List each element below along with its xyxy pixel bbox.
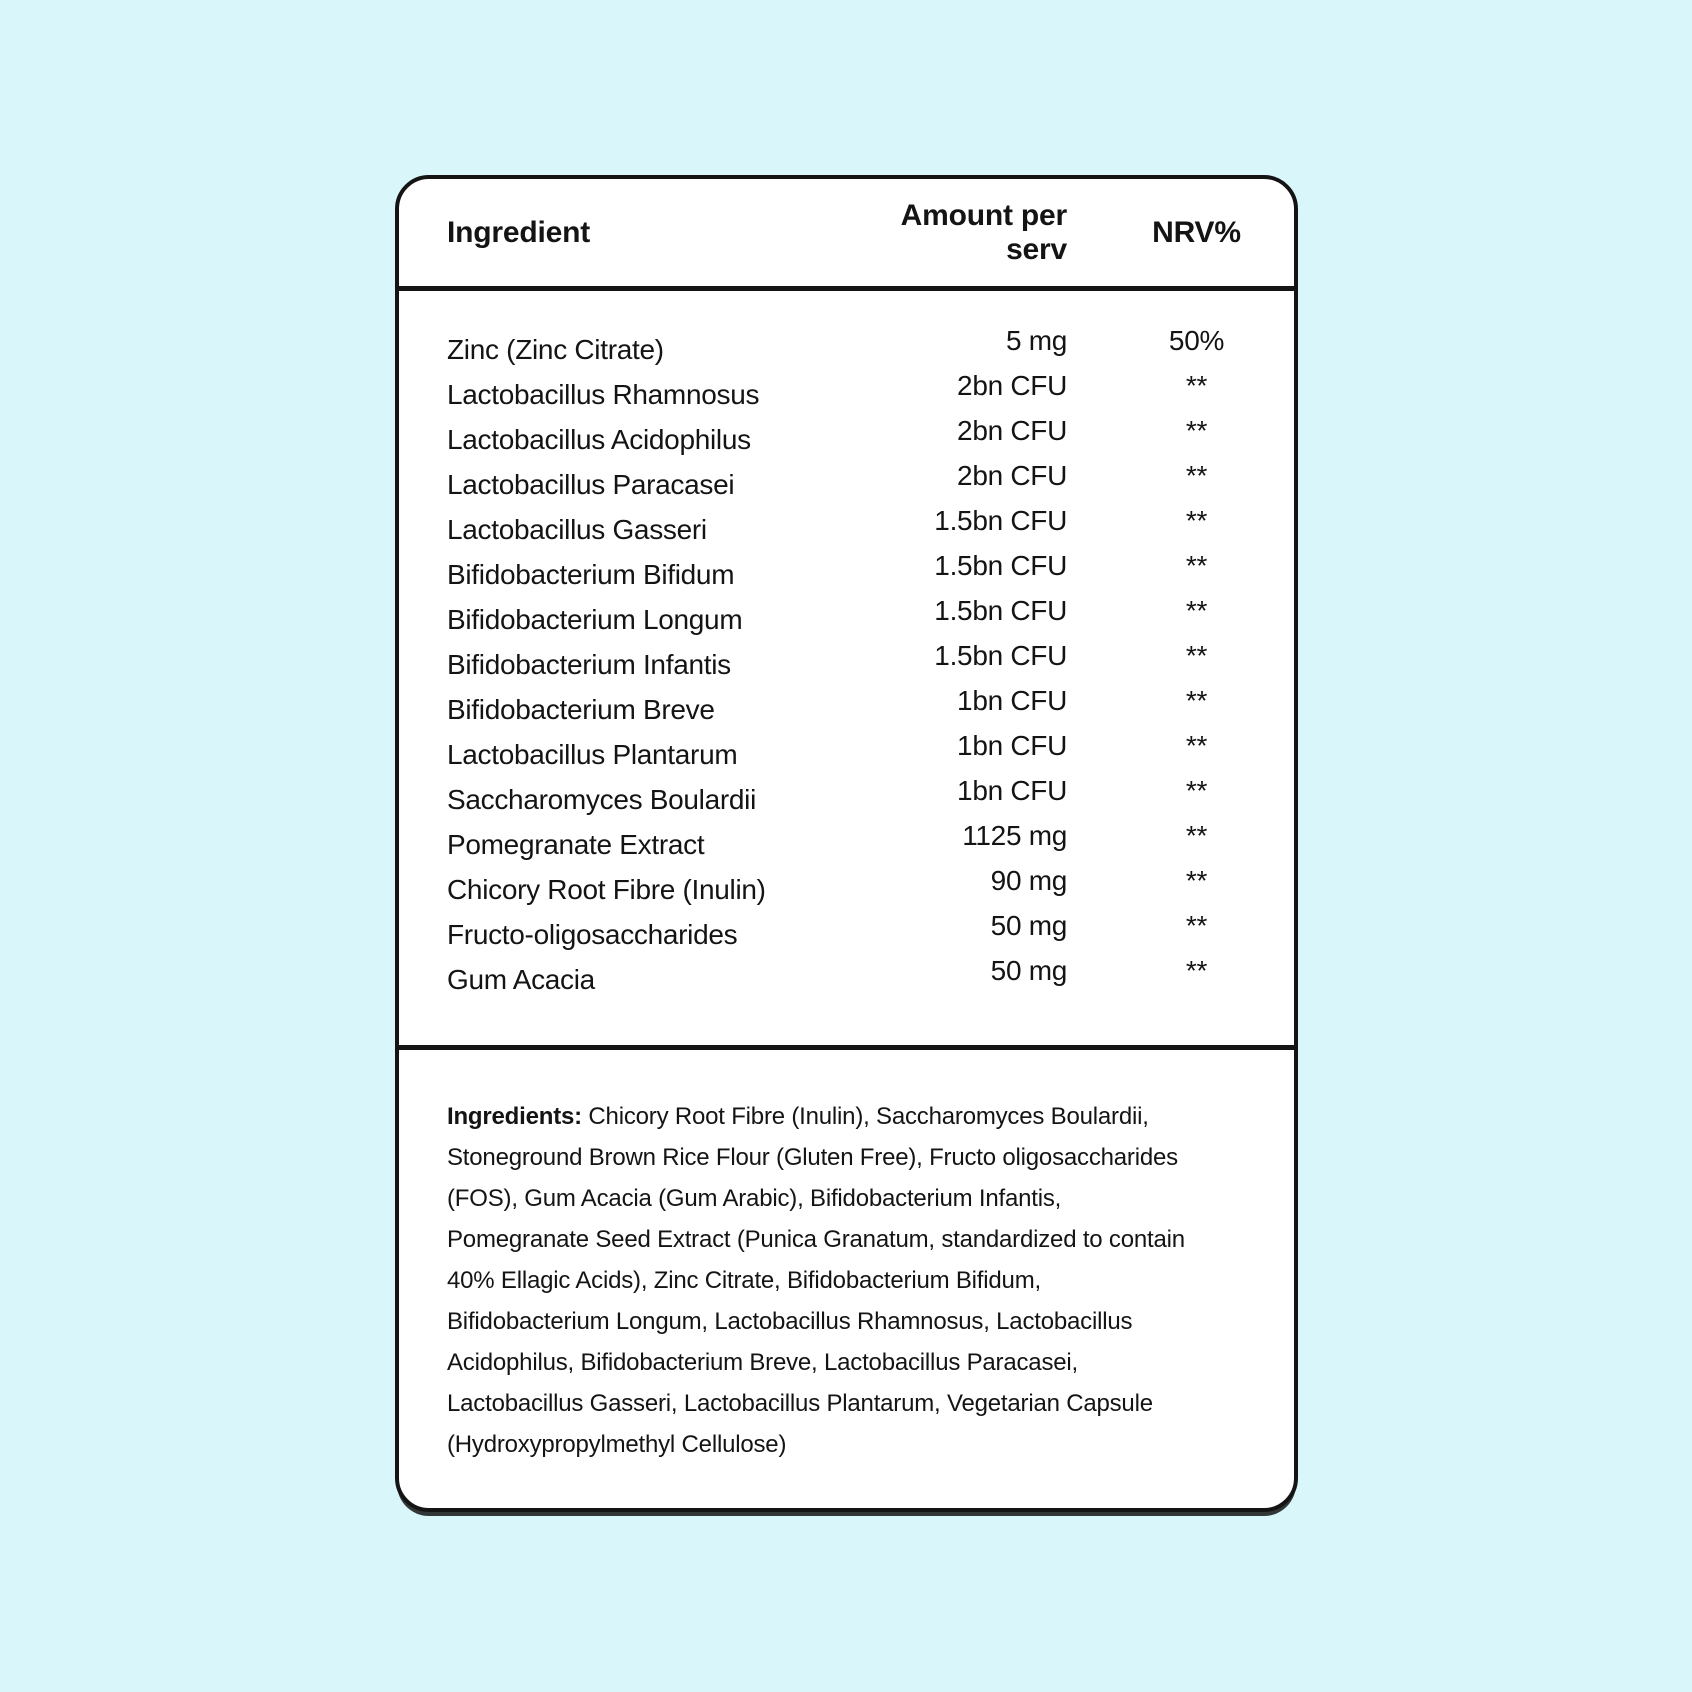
ingredient-name-cell: Bifidobacterium Longum bbox=[447, 604, 743, 635]
ingredient-name-cell: Bifidobacterium Bifidum bbox=[447, 559, 735, 590]
ingredient-name-cell: Fructo-oligosaccharides bbox=[447, 919, 738, 950]
ingredient-nrv-cell: ** bbox=[1185, 910, 1208, 941]
ingredient-nrv-cell: ** bbox=[1185, 640, 1208, 671]
ingredient-nrv-cell: ** bbox=[1185, 550, 1208, 581]
ingredient-table bbox=[399, 291, 1294, 1050]
ingredient-amount-cell: 50 mg bbox=[990, 955, 1067, 986]
table-row bbox=[447, 957, 1254, 1002]
ingredient-nrv-cell: ** bbox=[1185, 820, 1208, 851]
paragraph-line: Stoneground Brown Rice Flour (Gluten Free), Fructo oligosaccharides bbox=[447, 1144, 1178, 1171]
paragraph-line bbox=[447, 1096, 1254, 1137]
ingredient-amount-cell: 1.5bn CFU bbox=[934, 550, 1067, 581]
ingredient-name-cell: Saccharomyces Boulardii bbox=[447, 784, 757, 815]
paragraph-line: 40% Ellagic Acids), Zinc Citrate, Bifidobacterium Bifidum, bbox=[447, 1267, 1041, 1294]
ingredient-amount-cell: 90 mg bbox=[990, 865, 1067, 896]
ingredient-amount-cell: 2bn CFU bbox=[957, 415, 1067, 446]
ingredient-name-cell: Lactobacillus Rhamnosus bbox=[447, 379, 760, 410]
ingredient-name-cell: Gum Acacia bbox=[447, 964, 595, 995]
ingredient-nrv-cell: ** bbox=[1185, 730, 1208, 761]
header-ingredient: Ingredient bbox=[447, 215, 591, 249]
ingredients-label: Ingredients: bbox=[447, 1103, 582, 1130]
ingredients-paragraph bbox=[399, 1050, 1294, 1465]
ingredient-amount-cell: 1.5bn CFU bbox=[934, 640, 1067, 671]
ingredient-nrv-cell: ** bbox=[1185, 955, 1208, 986]
ingredient-amount-cell: 5 mg bbox=[1005, 325, 1067, 356]
ingredient-nrv-cell: ** bbox=[1185, 685, 1208, 716]
ingredient-name-cell: Lactobacillus Gasseri bbox=[447, 514, 707, 545]
ingredient-nrv-cell: ** bbox=[1185, 370, 1208, 401]
paragraph-line: Bifidobacterium Longum, Lactobacillus Rhamnosus, Lactobacillus bbox=[447, 1308, 1133, 1335]
ingredient-nrv-cell: ** bbox=[1185, 460, 1208, 491]
ingredient-amount-cell: 2bn CFU bbox=[957, 370, 1067, 401]
ingredient-amount-cell: 1.5bn CFU bbox=[934, 505, 1067, 536]
ingredient-nrv-cell: ** bbox=[1185, 595, 1208, 626]
ingredient-amount-cell: 1bn CFU bbox=[957, 775, 1067, 806]
ingredient-amount-cell: 1bn CFU bbox=[957, 685, 1067, 716]
ingredient-name-cell: Chicory Root Fibre (Inulin) bbox=[447, 874, 766, 905]
ingredient-name-cell: Lactobacillus Paracasei bbox=[447, 469, 735, 500]
ingredient-nrv-cell: ** bbox=[1185, 415, 1208, 446]
paragraph-line: Pomegranate Seed Extract (Punica Granatum, standardized to contain bbox=[447, 1226, 1185, 1253]
ingredient-nrv-cell: ** bbox=[1185, 865, 1208, 896]
ingredient-name-cell: Bifidobacterium Infantis bbox=[447, 649, 731, 680]
paragraph-line: Acidophilus, Bifidobacterium Breve, Lactobacillus Paracasei, bbox=[447, 1349, 1078, 1376]
ingredient-nrv-cell: ** bbox=[1185, 505, 1208, 536]
paragraph-line: (Hydroxypropylmethyl Cellulose) bbox=[447, 1431, 787, 1458]
ingredient-amount-cell: 1125 mg bbox=[962, 820, 1067, 851]
ingredient-name-cell: Zinc (Zinc Citrate) bbox=[447, 334, 664, 365]
ingredient-name-cell: Lactobacillus Acidophilus bbox=[447, 424, 751, 455]
ingredient-amount-cell: 1bn CFU bbox=[957, 730, 1067, 761]
table-header-row bbox=[399, 179, 1294, 291]
ingredient-name-cell: Lactobacillus Plantarum bbox=[447, 739, 738, 770]
ingredient-nrv-cell: ** bbox=[1185, 775, 1208, 806]
paragraph-line: (FOS), Gum Acacia (Gum Arabic), Bifidobacterium Infantis, bbox=[447, 1185, 1062, 1212]
ingredient-name-cell: Bifidobacterium Breve bbox=[447, 694, 715, 725]
paragraph-line: Lactobacillus Gasseri, Lactobacillus Plantarum, Vegetarian Capsule bbox=[447, 1390, 1153, 1417]
ingredient-nrv-cell: 50% bbox=[1168, 325, 1225, 356]
supplement-facts-card bbox=[395, 175, 1298, 1512]
paragraph-text: Chicory Root Fibre (Inulin), Saccharomyces Boulardii, bbox=[581, 1103, 1149, 1130]
header-amount-per-serv: Amount per serv bbox=[900, 198, 1067, 266]
ingredient-amount-cell: 50 mg bbox=[990, 910, 1067, 941]
header-nrv-percent: NRV% bbox=[1152, 215, 1241, 249]
ingredient-name-cell: Pomegranate Extract bbox=[447, 829, 705, 860]
ingredient-amount-cell: 1.5bn CFU bbox=[934, 595, 1067, 626]
ingredient-amount-cell: 2bn CFU bbox=[957, 460, 1067, 491]
